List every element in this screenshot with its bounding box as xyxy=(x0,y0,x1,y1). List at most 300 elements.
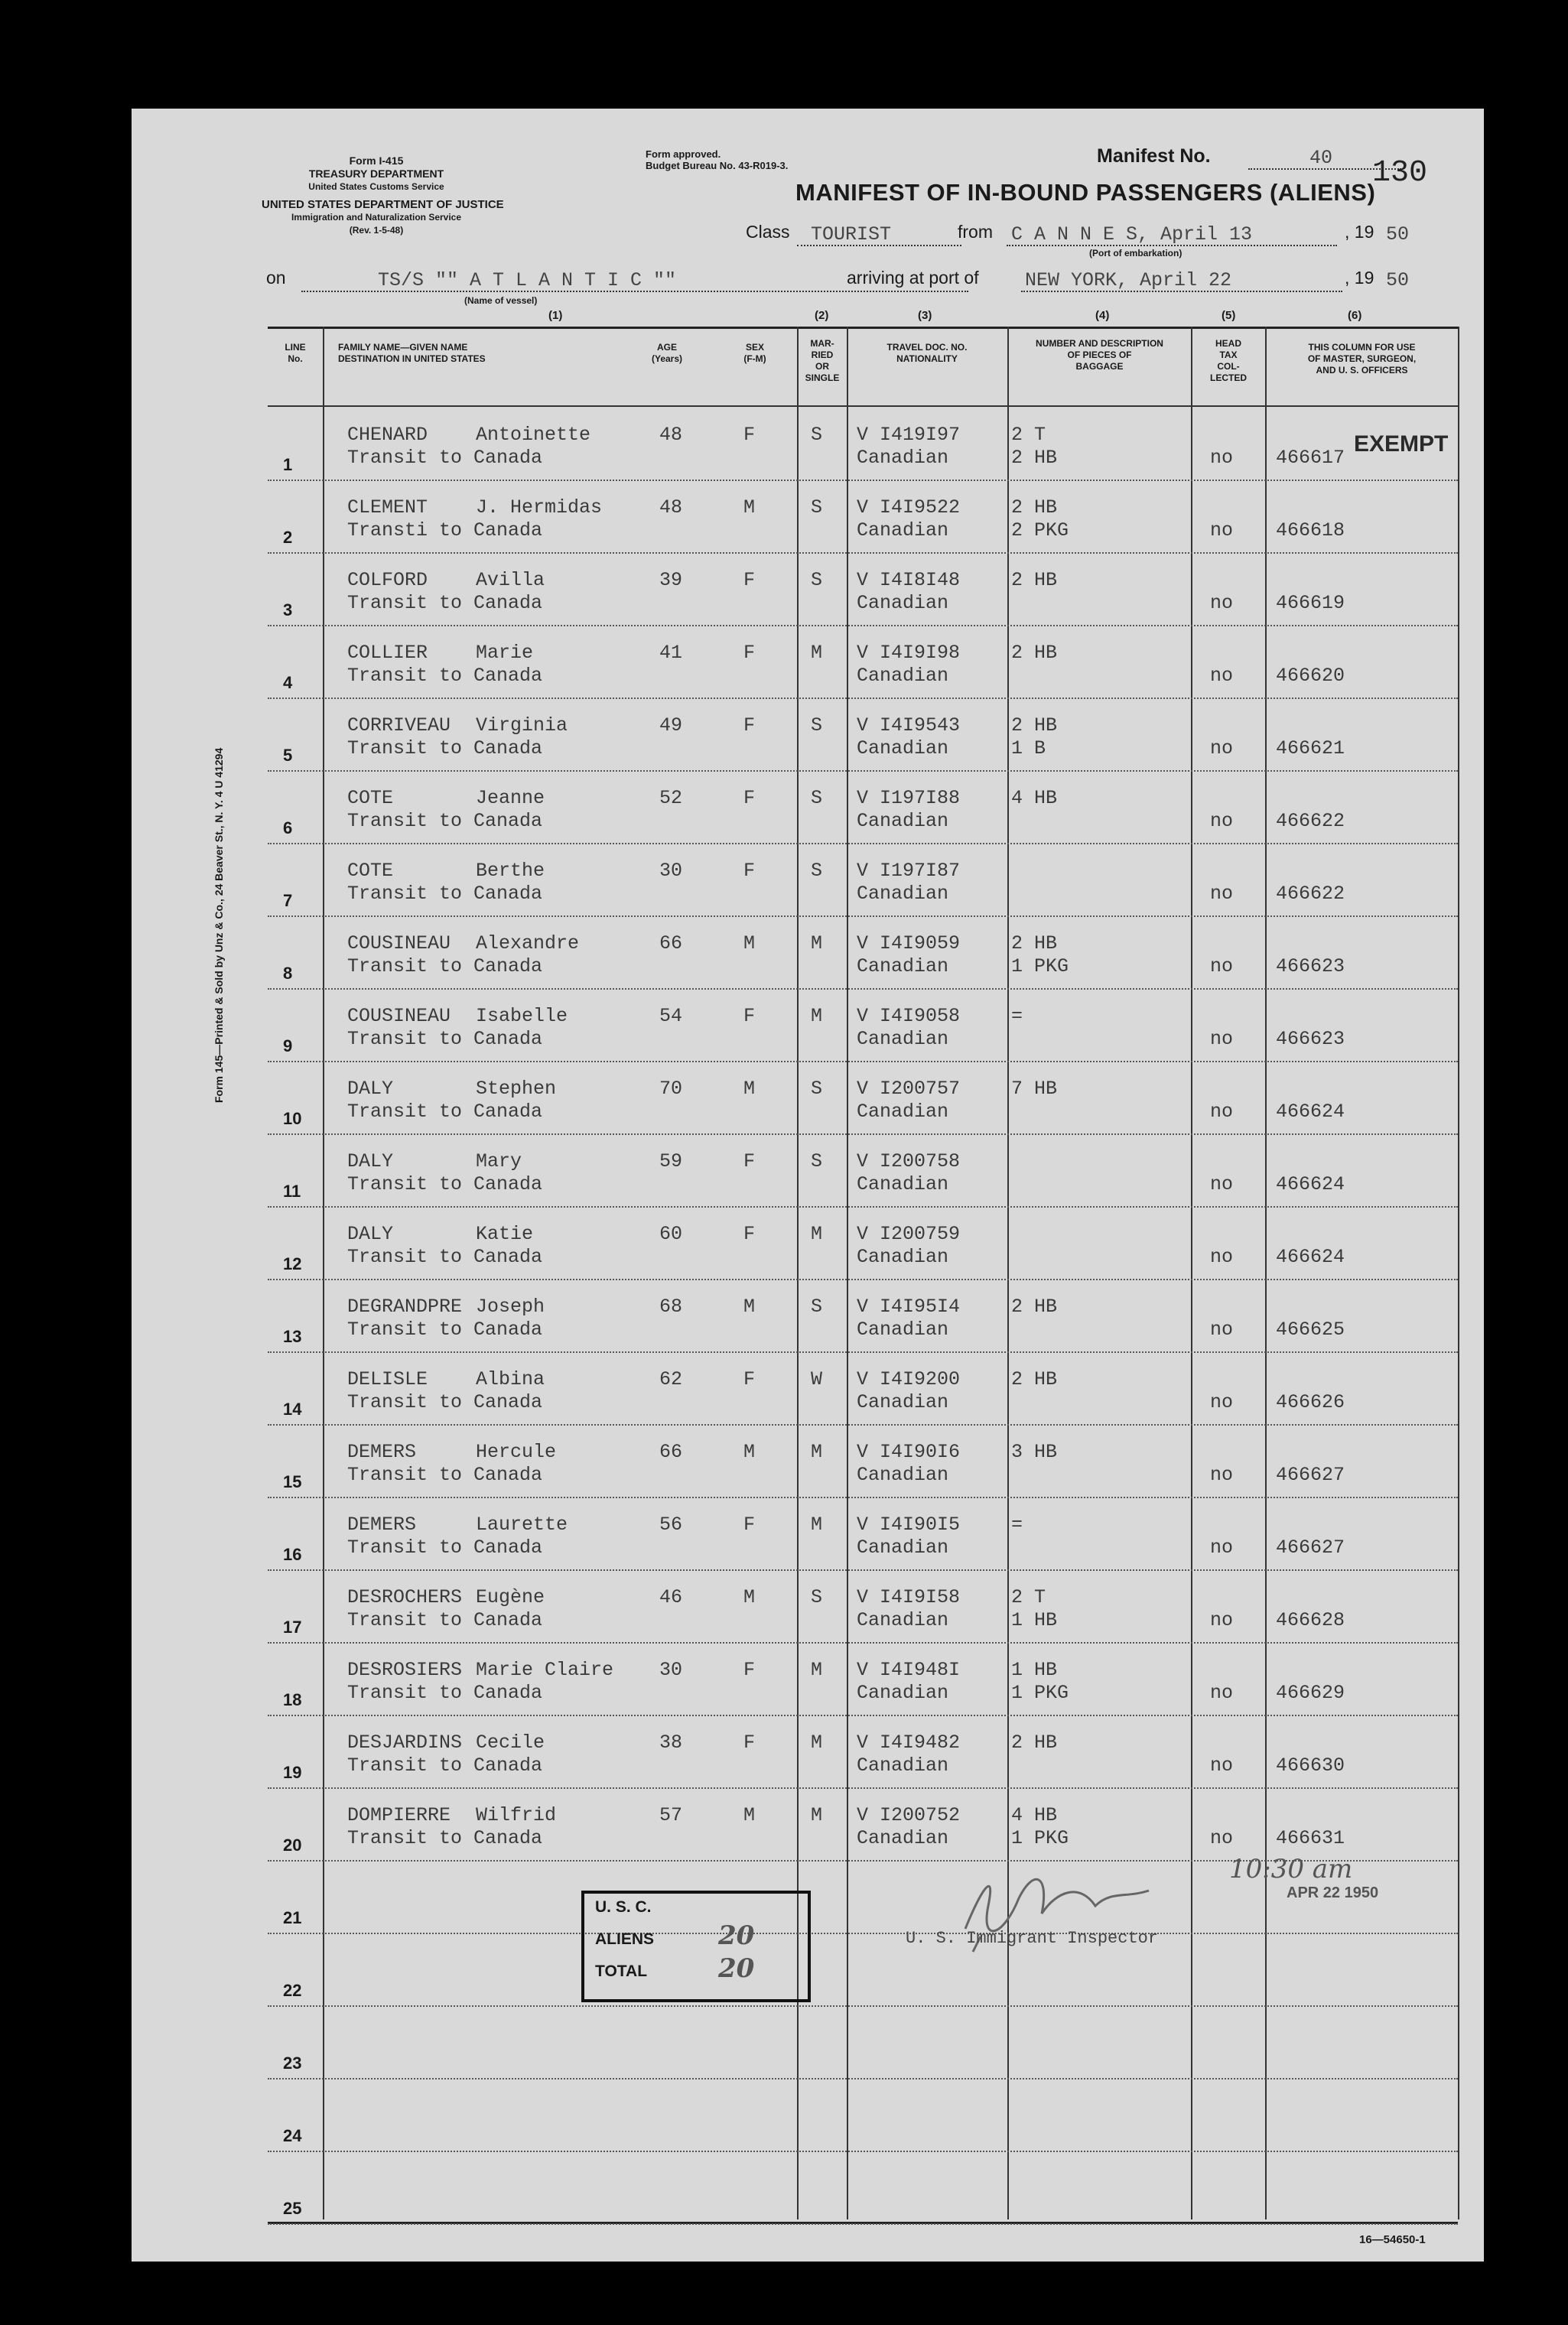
cell-family: DOMPIERRE xyxy=(347,1804,451,1826)
total-value: 20 xyxy=(718,1953,755,1984)
cell-family: COTE xyxy=(347,787,394,809)
cell-doc: V I4I9I58 xyxy=(857,1586,961,1608)
cell-ms: S xyxy=(811,496,823,519)
cell-officer: 466624 xyxy=(1276,1173,1345,1195)
cell-doc: V I200752 xyxy=(857,1804,961,1826)
form-approved xyxy=(646,148,788,171)
cell-age: 56 xyxy=(659,1514,683,1536)
cell-doc: V I4I95I4 xyxy=(857,1296,961,1318)
cell-age: 62 xyxy=(659,1368,683,1390)
year-label-1: , 19 xyxy=(1345,222,1374,242)
col-num-1: (1) xyxy=(548,309,563,322)
header-sex: SEX (F-M) xyxy=(743,342,766,364)
cell-age: 38 xyxy=(659,1732,683,1754)
cell-given: Katie xyxy=(476,1223,534,1245)
cell-bag1: 2 HB xyxy=(1011,496,1058,519)
cell-age: 30 xyxy=(659,1659,683,1681)
cell-given: Albina xyxy=(476,1368,545,1390)
justice-label: UNITED STATES DEPARTMENT OF JUSTICE xyxy=(262,198,504,211)
cell-dest: Transit to Canada xyxy=(347,447,543,469)
cell-sex: M xyxy=(743,1441,756,1463)
cell-ms: M xyxy=(811,1659,823,1681)
cell-officer: 466627 xyxy=(1276,1464,1345,1486)
year-value-2: 50 xyxy=(1386,269,1410,291)
cell-doc: V I4I9I98 xyxy=(857,642,961,664)
cell-tax: no xyxy=(1210,1682,1234,1704)
line-number: 22 xyxy=(283,1981,302,2000)
cell-age: 30 xyxy=(659,860,683,882)
cell-doc: V I4I9522 xyxy=(857,496,961,519)
cell-doc: V I4I9059 xyxy=(857,932,961,954)
cell-nat: Canadian xyxy=(857,1101,949,1123)
cell-sex: M xyxy=(743,496,756,519)
cell-bag2: 1 HB xyxy=(1011,1609,1058,1631)
cell-bag1: 2 T xyxy=(1011,1586,1046,1608)
cell-family: COUSINEAU xyxy=(347,1005,451,1027)
from-label: from xyxy=(958,222,993,242)
cell-family: CLEMENT xyxy=(347,496,428,519)
cell-doc: V I419I97 xyxy=(857,424,961,446)
year-value-1: 50 xyxy=(1386,223,1410,246)
cell-dest: Transit to Canada xyxy=(347,810,543,832)
aliens-value: 20 xyxy=(718,1920,755,1951)
manifest-no-label: Manifest No. xyxy=(1097,145,1211,167)
cell-tax: no xyxy=(1210,737,1234,759)
line-number: 18 xyxy=(283,1690,302,1709)
cell-dest: Transit to Canada xyxy=(347,1464,543,1486)
cell-given: Stephen xyxy=(476,1078,557,1100)
cell-sex: M xyxy=(743,1804,756,1826)
cell-family: CORRIVEAU xyxy=(347,714,451,737)
header-rule xyxy=(268,405,1458,407)
cell-nat: Canadian xyxy=(857,1827,949,1849)
footer-code: 16—54650-1 xyxy=(1359,2233,1426,2246)
line-number: 6 xyxy=(283,818,293,837)
header-line-no: LINE No. xyxy=(285,342,306,364)
aliens-label: ALIENS xyxy=(595,1930,655,1948)
table-row xyxy=(268,1353,1458,1426)
cell-nat: Canadian xyxy=(857,447,949,469)
cell-nat: Canadian xyxy=(857,1464,949,1486)
cell-officer: 466619 xyxy=(1276,592,1345,614)
table-row xyxy=(268,1789,1458,1862)
cell-nat: Canadian xyxy=(857,592,949,614)
cell-family: DALY xyxy=(347,1150,394,1172)
cell-officer: 466630 xyxy=(1276,1754,1345,1777)
class-label: Class xyxy=(746,222,790,242)
cell-sex: F xyxy=(743,1005,756,1027)
table-row xyxy=(268,917,1458,990)
cell-bag1: 2 HB xyxy=(1011,932,1058,954)
cell-nat: Canadian xyxy=(857,737,949,759)
vessel-value: TS/S "" A T L A N T I C "" xyxy=(378,269,677,291)
table-row xyxy=(268,1644,1458,1716)
table-row xyxy=(268,1208,1458,1280)
cell-doc: V I4I9200 xyxy=(857,1368,961,1390)
line-number: 3 xyxy=(283,600,293,619)
cell-family: DALY xyxy=(347,1223,394,1245)
cell-given: Isabelle xyxy=(476,1005,568,1027)
cell-sex: F xyxy=(743,1150,756,1172)
cell-age: 66 xyxy=(659,1441,683,1463)
cell-family: DESROSIERS xyxy=(347,1659,463,1681)
cell-family: DALY xyxy=(347,1078,394,1100)
time-note: 10:30 am xyxy=(1229,1854,1353,1884)
form-approved-label: Form approved. xyxy=(646,148,721,160)
cell-ms: S xyxy=(811,1296,823,1318)
cell-ms: S xyxy=(811,787,823,809)
cell-family: DEGRANDPRE xyxy=(347,1296,463,1318)
cell-tax: no xyxy=(1210,883,1234,905)
header-officers: THIS COLUMN FOR USE OF MASTER, SURGEON, AND U. S. OFFICERS xyxy=(1307,342,1417,376)
line-number: 4 xyxy=(283,673,293,692)
cell-bag2: 2 HB xyxy=(1011,447,1058,469)
cell-family: COLLIER xyxy=(347,642,428,664)
line-number: 16 xyxy=(283,1545,302,1564)
cell-family: DEMERS xyxy=(347,1441,417,1463)
cell-family: DESROCHERS xyxy=(347,1586,463,1608)
cell-tax: no xyxy=(1210,1754,1234,1777)
cell-nat: Canadian xyxy=(857,1754,949,1777)
cell-bag1: 2 HB xyxy=(1011,1368,1058,1390)
cell-bag2: 1 PKG xyxy=(1011,1827,1069,1849)
year-label-2: , 19 xyxy=(1345,268,1374,288)
cell-nat: Canadian xyxy=(857,810,949,832)
cell-family: DEMERS xyxy=(347,1514,417,1536)
cell-sex: F xyxy=(743,1223,756,1245)
cell-ms: M xyxy=(811,1804,823,1826)
cell-age: 68 xyxy=(659,1296,683,1318)
table-row xyxy=(268,2152,1458,2225)
cell-doc: V I4I90I6 xyxy=(857,1441,961,1463)
budget-label: Budget Bureau No. 43-R019-3. xyxy=(646,160,789,171)
cell-given: Virginia xyxy=(476,714,568,737)
cell-age: 39 xyxy=(659,569,683,591)
vessel-caption: (Name of vessel) xyxy=(464,295,538,306)
cell-nat: Canadian xyxy=(857,1246,949,1268)
cell-doc: V I4I8I48 xyxy=(857,569,961,591)
line-number: 11 xyxy=(283,1182,301,1201)
cell-given: Marie xyxy=(476,642,534,664)
cell-officer: 466623 xyxy=(1276,955,1345,977)
cell-tax: no xyxy=(1210,955,1234,977)
arriving-label: arriving at port of xyxy=(847,268,979,288)
cell-tax: no xyxy=(1210,1464,1234,1486)
manifest-title: MANIFEST OF IN-BOUND PASSENGERS (ALIENS) xyxy=(795,179,1376,206)
cell-tax: no xyxy=(1210,1028,1234,1050)
cell-dest: Transit to Canada xyxy=(347,665,543,687)
form-number: Form I-415 xyxy=(349,154,404,167)
cell-given: Wilfrid xyxy=(476,1804,557,1826)
col-num-2: (2) xyxy=(815,309,829,322)
cell-officer: 466618 xyxy=(1276,519,1345,541)
cell-ms: M xyxy=(811,1223,823,1245)
cell-given: Mary xyxy=(476,1150,522,1172)
cell-tax: no xyxy=(1210,1391,1234,1413)
line-number: 12 xyxy=(283,1254,302,1273)
totals-stamp xyxy=(581,1891,811,2002)
customs-label: United States Customs Service xyxy=(308,181,444,192)
table-row xyxy=(268,1426,1458,1498)
class-value: TOURIST xyxy=(811,223,892,246)
cell-dest: Transit to Canada xyxy=(347,955,543,977)
col-num-4: (4) xyxy=(1095,309,1110,322)
cell-nat: Canadian xyxy=(857,1173,949,1195)
col-divider xyxy=(1458,327,1459,2219)
cell-ms: M xyxy=(811,1732,823,1754)
cell-tax: no xyxy=(1210,1319,1234,1341)
on-label: on xyxy=(266,268,286,288)
cell-nat: Canadian xyxy=(857,1319,949,1341)
port-embark-caption: (Port of embarkation) xyxy=(1089,248,1183,259)
cell-dest: Transit to Canada xyxy=(347,1101,543,1123)
cell-nat: Canadian xyxy=(857,1609,949,1631)
cell-dest: Transit to Canada xyxy=(347,1536,543,1559)
cell-bag2: 1 PKG xyxy=(1011,955,1069,977)
cell-sex: M xyxy=(743,932,756,954)
cell-tax: no xyxy=(1210,1609,1234,1631)
table-row xyxy=(268,2079,1458,2152)
table-row xyxy=(268,2007,1458,2079)
line-number: 13 xyxy=(283,1327,302,1346)
table-row xyxy=(268,481,1458,554)
cell-dest: Transit to Canada xyxy=(347,1173,543,1195)
cell-given: Eugène xyxy=(476,1586,545,1608)
cell-doc: V I4I9482 xyxy=(857,1732,961,1754)
cell-doc: V I4I9543 xyxy=(857,714,961,737)
cell-bag2: 1 PKG xyxy=(1011,1682,1069,1704)
line-number: 2 xyxy=(283,528,293,547)
cell-nat: Canadian xyxy=(857,1028,949,1050)
cell-tax: no xyxy=(1210,1101,1234,1123)
cell-nat: Canadian xyxy=(857,519,949,541)
table-row xyxy=(268,1280,1458,1353)
cell-family: COLFORD xyxy=(347,569,428,591)
cell-dest: Transit to Canada xyxy=(347,1827,543,1849)
line-number: 25 xyxy=(283,2199,302,2218)
cell-bag1: 4 HB xyxy=(1011,787,1058,809)
ins-label: Immigration and Naturalization Service xyxy=(291,212,462,223)
cell-officer: 466627 xyxy=(1276,1536,1345,1559)
cell-nat: Canadian xyxy=(857,665,949,687)
cell-ms: S xyxy=(811,1078,823,1100)
table-row xyxy=(268,554,1458,626)
header-married: MAR- RIED OR SINGLE xyxy=(805,338,840,383)
cell-officer: 466631 xyxy=(1276,1827,1345,1849)
cell-ms: S xyxy=(811,714,823,737)
header-name: FAMILY NAME—GIVEN NAME DESTINATION IN UNITED STATES xyxy=(338,342,486,364)
cell-tax: no xyxy=(1210,1827,1234,1849)
line-number: 7 xyxy=(283,891,293,910)
table-row xyxy=(268,1716,1458,1789)
col-num-3: (3) xyxy=(918,309,932,322)
cell-age: 46 xyxy=(659,1586,683,1608)
cell-given: Cecile xyxy=(476,1732,545,1754)
cell-given: Alexandre xyxy=(476,932,580,954)
line-number: 1 xyxy=(283,455,293,474)
cell-dest: Transit to Canada xyxy=(347,1609,543,1631)
cell-sex: F xyxy=(743,787,756,809)
cell-family: DESJARDINS xyxy=(347,1732,463,1754)
cell-bag1: 3 HB xyxy=(1011,1441,1058,1463)
cell-officer: 466617 xyxy=(1276,447,1345,469)
cell-given: Joseph xyxy=(476,1296,545,1318)
table-row xyxy=(268,1571,1458,1644)
cell-sex: F xyxy=(743,424,756,446)
cell-doc: V I197I87 xyxy=(857,860,961,882)
cell-nat: Canadian xyxy=(857,883,949,905)
cell-ms: S xyxy=(811,1586,823,1608)
cell-age: 52 xyxy=(659,787,683,809)
date-stamp: APR 22 1950 xyxy=(1287,1884,1379,1901)
cell-ms: M xyxy=(811,1441,823,1463)
cell-given: Hercule xyxy=(476,1441,557,1463)
cell-sex: F xyxy=(743,860,756,882)
table-row xyxy=(268,1135,1458,1208)
table-row xyxy=(268,1062,1458,1135)
cell-age: 66 xyxy=(659,932,683,954)
cell-dest: Transit to Canada xyxy=(347,1246,543,1268)
cell-sex: F xyxy=(743,714,756,737)
agency-header xyxy=(262,154,504,237)
cell-bag1: 2 HB xyxy=(1011,642,1058,664)
cell-dest: Transit to Canada xyxy=(347,592,543,614)
table-row xyxy=(268,1934,1458,2007)
page-number: 130 xyxy=(1372,156,1428,190)
line-number: 20 xyxy=(283,1836,302,1855)
manifest-sheet xyxy=(132,109,1484,2262)
cell-age: 70 xyxy=(659,1078,683,1100)
cell-officer: 466624 xyxy=(1276,1101,1345,1123)
cell-dest: Transti to Canada xyxy=(347,519,543,541)
cell-doc: V I4I9058 xyxy=(857,1005,961,1027)
exempt-stamp: EXEMPT xyxy=(1354,431,1449,457)
cell-officer: 466620 xyxy=(1276,665,1345,687)
cell-dest: Transit to Canada xyxy=(347,1682,543,1704)
total-label: TOTAL xyxy=(595,1962,648,1980)
cell-doc: V I200757 xyxy=(857,1078,961,1100)
table-row xyxy=(268,699,1458,772)
cell-doc: V I200758 xyxy=(857,1150,961,1172)
col-num-5: (5) xyxy=(1222,309,1236,322)
cell-age: 48 xyxy=(659,496,683,519)
cell-bag1: 4 HB xyxy=(1011,1804,1058,1826)
cell-officer: 466622 xyxy=(1276,810,1345,832)
cell-doc: V I197I88 xyxy=(857,787,961,809)
line-number: 10 xyxy=(283,1109,302,1128)
cell-sex: M xyxy=(743,1586,756,1608)
cell-officer: 466625 xyxy=(1276,1319,1345,1341)
cell-officer: 466629 xyxy=(1276,1682,1345,1704)
cell-age: 54 xyxy=(659,1005,683,1027)
cell-given: Avilla xyxy=(476,569,545,591)
cell-ms: M xyxy=(811,1005,823,1027)
cell-ms: S xyxy=(811,1150,823,1172)
cell-ms: M xyxy=(811,932,823,954)
cell-dest: Transit to Canada xyxy=(347,1319,543,1341)
line-number: 14 xyxy=(283,1400,302,1419)
line-number: 23 xyxy=(283,2053,302,2073)
cell-bag2: 1 B xyxy=(1011,737,1046,759)
cell-ms: M xyxy=(811,1514,823,1536)
cell-dest: Transit to Canada xyxy=(347,1391,543,1413)
cell-bag1: 1 HB xyxy=(1011,1659,1058,1681)
row-rule xyxy=(268,2223,1458,2225)
cell-ms: M xyxy=(811,642,823,664)
cell-given: Berthe xyxy=(476,860,545,882)
table-row xyxy=(268,772,1458,844)
cell-doc: V I200759 xyxy=(857,1223,961,1245)
cell-sex: F xyxy=(743,642,756,664)
line-number: 19 xyxy=(283,1763,302,1782)
usc-label: U. S. C. xyxy=(595,1898,652,1916)
cell-given: Antoinette xyxy=(476,424,591,446)
cell-bag1: = xyxy=(1011,1514,1023,1536)
cell-sex: F xyxy=(743,1732,756,1754)
cell-age: 59 xyxy=(659,1150,683,1172)
cell-tax: no xyxy=(1210,1246,1234,1268)
cell-sex: F xyxy=(743,1514,756,1536)
table-row xyxy=(268,1498,1458,1571)
cell-bag2: 2 PKG xyxy=(1011,519,1069,541)
cell-sex: M xyxy=(743,1296,756,1318)
from-value: C A N N E S, April 13 xyxy=(1011,223,1253,246)
cell-ms: W xyxy=(811,1368,823,1390)
cell-family: DELISLE xyxy=(347,1368,428,1390)
cell-ms: S xyxy=(811,860,823,882)
table-row xyxy=(268,408,1458,481)
manifest-no-value: 40 xyxy=(1309,147,1333,169)
cell-age: 48 xyxy=(659,424,683,446)
cell-given: Laurette xyxy=(476,1514,568,1536)
cell-nat: Canadian xyxy=(857,1391,949,1413)
cell-age: 57 xyxy=(659,1804,683,1826)
treasury-label: TREASURY DEPARTMENT xyxy=(308,167,444,180)
table-row xyxy=(268,990,1458,1062)
line-number: 24 xyxy=(283,2126,302,2145)
inspector-caption: U. S. Immigrant Inspector xyxy=(906,1929,1159,1948)
cell-doc: V I4I948I xyxy=(857,1659,961,1681)
cell-bag1: 2 HB xyxy=(1011,1732,1058,1754)
cell-officer: 466628 xyxy=(1276,1609,1345,1631)
cell-age: 49 xyxy=(659,714,683,737)
cell-officer: 466624 xyxy=(1276,1246,1345,1268)
col-num-6: (6) xyxy=(1348,309,1362,322)
cell-bag1: 2 HB xyxy=(1011,569,1058,591)
cell-nat: Canadian xyxy=(857,1536,949,1559)
line-number: 21 xyxy=(283,1908,302,1927)
cell-dest: Transit to Canada xyxy=(347,883,543,905)
line-number: 15 xyxy=(283,1472,302,1491)
cell-sex: F xyxy=(743,1659,756,1681)
cell-tax: no xyxy=(1210,1536,1234,1559)
cell-bag1: = xyxy=(1011,1005,1023,1027)
cell-officer: 466626 xyxy=(1276,1391,1345,1413)
cell-given: J. Hermidas xyxy=(476,496,603,519)
cell-tax: no xyxy=(1210,665,1234,687)
revision-label: (Rev. 1-5-48) xyxy=(349,225,404,236)
cell-tax: no xyxy=(1210,447,1234,469)
cell-given: Jeanne xyxy=(476,787,545,809)
cell-sex: F xyxy=(743,569,756,591)
cell-dest: Transit to Canada xyxy=(347,1028,543,1050)
cell-age: 41 xyxy=(659,642,683,664)
cell-tax: no xyxy=(1210,592,1234,614)
cell-ms: S xyxy=(811,424,823,446)
header-baggage: NUMBER AND DESCRIPTION OF PIECES OF BAGGAGE xyxy=(1036,338,1163,372)
cell-ms: S xyxy=(811,569,823,591)
cell-family: COUSINEAU xyxy=(347,932,451,954)
